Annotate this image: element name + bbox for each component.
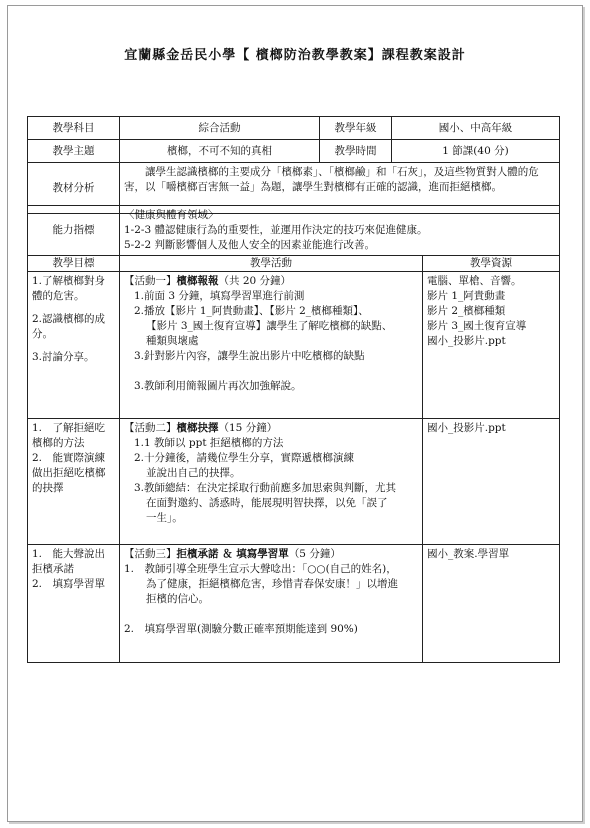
activity-step: 1.1 教師以 ppt 拒絕檳榔的方法 [134, 437, 284, 449]
activity-step: 2.播放【影片 1_阿貴動畫】、【影片 2_檳榔種類】、 [134, 305, 369, 317]
activity-row-3 [28, 545, 560, 663]
activity-row-1 [28, 272, 560, 419]
resource-cell-1 [423, 272, 560, 419]
goal-item: 3.討論分享。 [32, 351, 95, 363]
activity-step [124, 607, 418, 622]
activity-step: 2.十分鐘後，請幾位學生分享，實際遞檳榔演練 [134, 452, 355, 464]
ability-label: 能力指標 [28, 206, 120, 256]
resource-column-header: 教學資源 [423, 256, 560, 272]
activity-cell-3 [120, 545, 423, 663]
activity-step: 3.針對影片內容，讓學生說出影片中吃檳榔的缺點 [134, 350, 365, 362]
activity-step: 2. 填寫學習單(測驗分數正確率預期能達到 90%) [124, 623, 358, 635]
subject-value: 綜合活動 [120, 117, 320, 140]
activity-step: 為了健康，拒絕檳榔危害，珍惜青春保安康！」以增進 [146, 578, 398, 590]
activity-title: 【活動三】拒檳承諾 ＆ 填寫學習單（5 分鐘） [124, 548, 341, 560]
analysis-label: 教材分析 [28, 163, 120, 214]
goal-item: 2.認識檳榔的成分。 [32, 313, 106, 340]
subject-label: 教學科目 [28, 117, 120, 140]
activity-step: 3.教師利用簡報圖片再次加強解說。 [134, 380, 302, 392]
activity-step: 1. 教師引導全班學生宣示大聲唸出：「○○(自己的姓名)， [124, 563, 397, 575]
activity-step: 種類與壞處 [146, 335, 199, 347]
resource-cell-3 [423, 545, 560, 663]
resource-item: 影片 3_國土復育宣導 [427, 320, 527, 332]
activity-title: 【活動一】檳榔報報（共 20 分鐘） [124, 275, 292, 287]
resource-item: 影片 1_阿貴動畫 [427, 290, 506, 302]
activity-cell-1 [120, 272, 423, 419]
resource-item: 電腦、單槍、音響。 [427, 275, 522, 287]
analysis-value: 讓學生認識檳榔的主要成分「檳榔素」、「檳榔鹼」和「石灰」，及這些物質對人體的危害，以「嚼檳榔百害無一益」為題，讓學生對檳榔有正確的認識，進而拒絕檳榔。 [120, 163, 560, 214]
goal-cell-2 [28, 419, 120, 545]
resource-item: 國小_投影片.ppt [427, 422, 506, 434]
activity-row-2 [28, 419, 560, 545]
time-value: 1 節課(40 分) [392, 140, 560, 163]
lesson-table [27, 205, 560, 663]
time-label: 教學時間 [320, 140, 392, 163]
goal-column-header: 教學目標 [28, 256, 120, 272]
activity-cell-2 [120, 419, 423, 545]
topic-value: 檳榔，不可不知的真相 [120, 140, 320, 163]
topic-label: 教學主題 [28, 140, 120, 163]
grade-value: 國小、中高年級 [392, 117, 560, 140]
activity-step: 【影片 3_國土復育宣導】讓學生了解吃檳榔的缺點、 [146, 320, 393, 332]
ability-line: 1-2-3 體認健康行為的重要性，並運用作決定的技巧來促進健康。 [124, 224, 428, 236]
activity-title: 【活動二】檳榔抉擇（15 分鐘） [124, 422, 278, 434]
ability-line: 〈健康與體育領域〉 [124, 209, 219, 221]
activity-step: 並說出自己的抉擇。 [146, 467, 241, 479]
resource-item: 國小_投影片.ppt [427, 335, 506, 347]
activity-column-header: 教學活動 [120, 256, 423, 272]
header-table [27, 116, 560, 214]
activity-step [124, 364, 418, 379]
document-title: 宜蘭縣金岳民小學【 檳榔防治教學教案】課程教案設計 [124, 48, 466, 63]
ability-line: 5-2-2 判斷影響個人及他人安全的因素並能進行改善。 [124, 239, 375, 251]
resource-item: 影片 2_檳榔種類 [427, 305, 506, 317]
ability-value [120, 206, 560, 256]
activity-step: 在面對邀約、誘惑時，能展現明智抉擇，以免「誤了 [146, 497, 388, 509]
goal-cell-1 [28, 272, 120, 419]
goal-item: 2. 能實際演練做出拒絕吃檳榔的抉擇 [32, 452, 106, 494]
grade-label: 教學年級 [320, 117, 392, 140]
goal-item: 1. 能大聲說出拒檳承諾 [32, 548, 106, 575]
activity-step: 1.前面 3 分鐘，填寫學習單進行前測 [134, 290, 305, 302]
goal-cell-3 [28, 545, 120, 663]
goal-item: 1.了解檳榔對身體的危害。 [32, 275, 106, 302]
goal-item: 2. 填寫學習單 [32, 578, 106, 590]
activity-step: 拒檳的信心。 [146, 593, 209, 605]
activity-step: 一生」。 [146, 512, 183, 524]
resource-cell-2 [423, 419, 560, 545]
resource-item: 國小_教案.學習單 [427, 548, 510, 560]
activity-step: 3.教師總結：在決定採取行動前應多加思索與判斷，尤其 [134, 482, 397, 494]
goal-item: 1. 了解拒絕吃檳榔的方法 [32, 422, 106, 449]
